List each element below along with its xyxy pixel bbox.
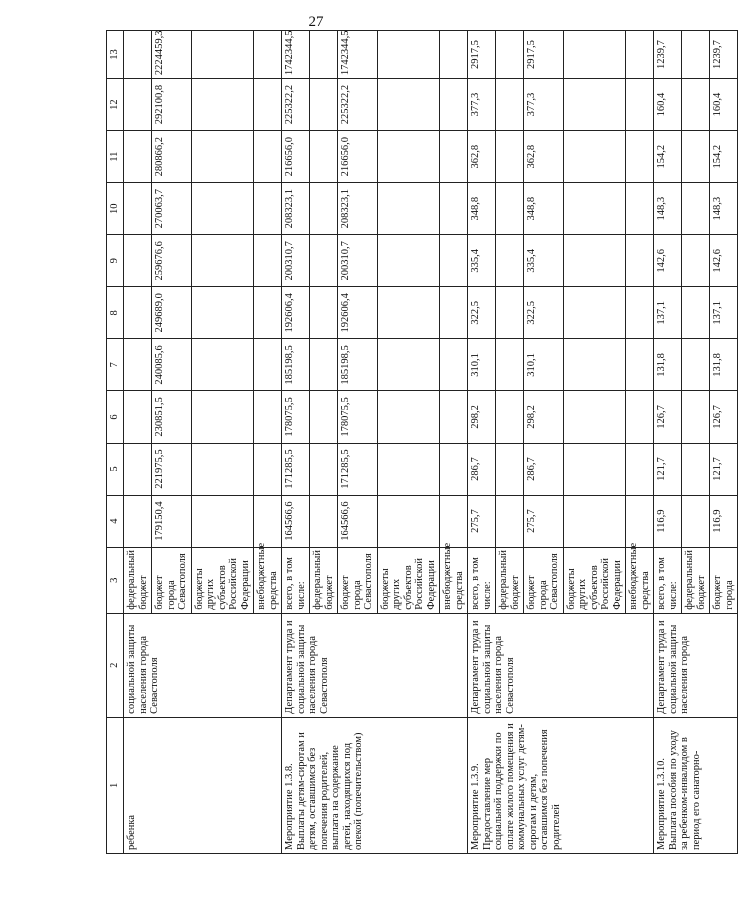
value-cell: 348,8	[524, 183, 564, 235]
value-cell: 208323,1	[338, 183, 378, 235]
value-cell	[440, 443, 468, 495]
value-cell	[496, 235, 524, 287]
executor-cell: Департамент труда и социальной защиты населения города Севастополя	[282, 613, 468, 717]
value-cell: 310,1	[468, 339, 496, 391]
header-cell: 1	[107, 717, 124, 853]
value-cell: 2224459,3	[152, 31, 192, 79]
value-cell: 240085,6	[152, 339, 192, 391]
value-cell: 116,9	[654, 495, 682, 547]
value-cell	[496, 183, 524, 235]
value-cell	[124, 495, 152, 547]
source-cell: внебюджетные средства	[440, 547, 468, 613]
value-cell	[254, 495, 282, 547]
value-cell: 377,3	[524, 79, 564, 131]
value-cell	[626, 391, 654, 443]
value-cell	[496, 443, 524, 495]
value-cell: 178075,5	[338, 391, 378, 443]
value-cell: 249689,0	[152, 287, 192, 339]
value-cell	[191, 287, 254, 339]
value-cell	[440, 79, 468, 131]
value-cell	[496, 495, 524, 547]
value-cell: 192606,4	[282, 287, 310, 339]
value-cell: 148,3	[710, 183, 738, 235]
value-cell	[563, 131, 626, 183]
value-cell	[682, 183, 710, 235]
value-cell	[626, 495, 654, 547]
source-cell: бюджеты других субъектов Российской Федерации	[563, 547, 626, 613]
value-cell: 322,5	[524, 287, 564, 339]
value-cell	[254, 31, 282, 79]
value-cell	[626, 131, 654, 183]
value-cell: 171285,5	[338, 443, 378, 495]
event-name-cell: Мероприятие 1.3.10. Выплата пособия по уходу за ребенком-инвалидом в период его санаторно-	[654, 717, 738, 853]
value-cell: 310,1	[524, 339, 564, 391]
value-cell: 185198,5	[338, 339, 378, 391]
value-cell: 377,3	[468, 79, 496, 131]
value-cell	[377, 339, 440, 391]
header-cell: 4	[107, 495, 124, 547]
value-cell: 164566,6	[282, 495, 310, 547]
source-cell: всего, в том числе:	[282, 547, 310, 613]
value-cell	[124, 131, 152, 183]
header-cell: 13	[107, 31, 124, 79]
value-cell: 154,2	[710, 131, 738, 183]
source-cell: бюджет города Севастополя	[152, 547, 192, 613]
value-cell	[682, 391, 710, 443]
value-cell: 137,1	[710, 287, 738, 339]
value-cell: 275,7	[468, 495, 496, 547]
value-cell	[191, 131, 254, 183]
source-cell: всего, в том числе:	[654, 547, 682, 613]
value-cell	[496, 131, 524, 183]
value-cell: 154,2	[654, 131, 682, 183]
value-cell: 142,6	[654, 235, 682, 287]
rotated-table-container	[106, 30, 735, 854]
source-cell: внебюджетные средства	[626, 547, 654, 613]
value-cell	[310, 183, 338, 235]
value-cell	[563, 287, 626, 339]
value-cell	[496, 31, 524, 79]
value-cell: 160,4	[710, 79, 738, 131]
value-cell	[626, 287, 654, 339]
value-cell	[254, 391, 282, 443]
value-cell	[440, 183, 468, 235]
executor-cell: социальной защиты населения города Севастополя	[124, 613, 282, 717]
value-cell: 126,7	[654, 391, 682, 443]
table-row	[124, 31, 152, 854]
value-cell	[626, 31, 654, 79]
value-cell	[563, 443, 626, 495]
value-cell: 348,8	[468, 183, 496, 235]
value-cell	[563, 31, 626, 79]
value-cell	[377, 443, 440, 495]
executor-cell: Департамент труда и социальной защиты населения города	[654, 613, 738, 717]
value-cell	[440, 391, 468, 443]
value-cell: 2917,5	[524, 31, 564, 79]
value-cell: 221975,5	[152, 443, 192, 495]
value-cell: 362,8	[524, 131, 564, 183]
value-cell	[626, 339, 654, 391]
value-cell: 230851,5	[152, 391, 192, 443]
value-cell	[440, 31, 468, 79]
value-cell: 216656,0	[282, 131, 310, 183]
value-cell	[440, 339, 468, 391]
value-cell: 1239,7	[710, 31, 738, 79]
value-cell: 1239,7	[654, 31, 682, 79]
value-cell: 335,4	[468, 235, 496, 287]
value-cell	[254, 443, 282, 495]
event-name-cell: Мероприятие 1.3.8. Выплаты детям-сиротам и детям, оставшимся без попечения родителей, выплата на содержание детей, находящихся под опекой (попечительством)	[282, 717, 468, 853]
header-cell: 8	[107, 287, 124, 339]
value-cell	[626, 443, 654, 495]
value-cell	[377, 183, 440, 235]
value-cell: 322,5	[468, 287, 496, 339]
value-cell	[563, 79, 626, 131]
header-cell: 11	[107, 131, 124, 183]
value-cell	[682, 495, 710, 547]
value-cell	[682, 31, 710, 79]
header-cell: 2	[107, 613, 124, 717]
value-cell: 137,1	[654, 287, 682, 339]
value-cell: 131,8	[710, 339, 738, 391]
source-cell: федеральный бюджет	[496, 547, 524, 613]
value-cell	[377, 79, 440, 131]
value-cell	[682, 235, 710, 287]
value-cell: 121,7	[710, 443, 738, 495]
value-cell	[440, 131, 468, 183]
source-cell: бюджет города Севастополя	[524, 547, 564, 613]
value-cell	[377, 495, 440, 547]
value-cell: 2917,5	[468, 31, 496, 79]
value-cell	[682, 339, 710, 391]
value-cell	[310, 287, 338, 339]
value-cell: 131,8	[654, 339, 682, 391]
value-cell	[124, 79, 152, 131]
source-cell: федеральный бюджет	[310, 547, 338, 613]
header-cell: 5	[107, 443, 124, 495]
value-cell	[496, 79, 524, 131]
value-cell	[124, 443, 152, 495]
value-cell	[191, 235, 254, 287]
value-cell	[191, 391, 254, 443]
value-cell	[496, 339, 524, 391]
value-cell	[377, 31, 440, 79]
value-cell: 286,7	[524, 443, 564, 495]
value-cell	[377, 287, 440, 339]
value-cell	[563, 183, 626, 235]
value-cell	[191, 183, 254, 235]
value-cell	[254, 287, 282, 339]
source-cell: федеральный бюджет	[124, 547, 152, 613]
value-cell	[496, 287, 524, 339]
value-cell: 216656,0	[338, 131, 378, 183]
value-cell: 200310,7	[282, 235, 310, 287]
executor-cell: Департамент труда и социальной защиты населения города Севастополя	[468, 613, 654, 717]
page-number: 27	[308, 14, 324, 30]
value-cell	[377, 235, 440, 287]
value-cell	[310, 31, 338, 79]
value-cell	[682, 287, 710, 339]
value-cell: 275,7	[524, 495, 564, 547]
value-cell: 225322,2	[282, 79, 310, 131]
source-cell: федеральный бюджет	[682, 547, 710, 613]
value-cell	[310, 495, 338, 547]
header-cell: 6	[107, 391, 124, 443]
value-cell	[563, 391, 626, 443]
header-cell: 9	[107, 235, 124, 287]
value-cell: 286,7	[468, 443, 496, 495]
value-cell	[191, 495, 254, 547]
header-cell: 3	[107, 547, 124, 613]
value-cell: 298,2	[524, 391, 564, 443]
value-cell	[254, 183, 282, 235]
source-cell: бюджет города Севастополя	[338, 547, 378, 613]
value-cell	[563, 495, 626, 547]
value-cell	[254, 79, 282, 131]
value-cell	[626, 79, 654, 131]
value-cell	[191, 443, 254, 495]
value-cell: 259676,6	[152, 235, 192, 287]
value-cell	[124, 183, 152, 235]
value-cell	[310, 339, 338, 391]
source-cell: бюджеты других субъектов Российской Федерации	[377, 547, 440, 613]
value-cell: 1742344,5	[338, 31, 378, 79]
value-cell	[682, 79, 710, 131]
value-cell: 171285,5	[282, 443, 310, 495]
source-cell: бюджет города	[710, 547, 738, 613]
table-row	[654, 31, 682, 854]
table-row	[468, 31, 496, 854]
value-cell	[377, 391, 440, 443]
table-body	[107, 31, 738, 854]
value-cell: 116,9	[710, 495, 738, 547]
value-cell: 362,8	[468, 131, 496, 183]
value-cell	[496, 391, 524, 443]
value-cell: 192606,4	[338, 287, 378, 339]
source-cell: бюджеты других субъектов Российской Федерации	[191, 547, 254, 613]
value-cell: 200310,7	[338, 235, 378, 287]
value-cell	[254, 235, 282, 287]
value-cell: 142,6	[710, 235, 738, 287]
table-row	[282, 31, 310, 854]
value-cell: 164566,6	[338, 495, 378, 547]
header-cell: 10	[107, 183, 124, 235]
value-cell: 335,4	[524, 235, 564, 287]
value-cell: 148,3	[654, 183, 682, 235]
value-cell	[124, 391, 152, 443]
header-cell: 7	[107, 339, 124, 391]
source-cell: всего, в том числе:	[468, 547, 496, 613]
value-cell	[310, 79, 338, 131]
value-cell: 292100,8	[152, 79, 192, 131]
value-cell: 126,7	[710, 391, 738, 443]
event-name-cell: Мероприятие 1.3.9. Предоставление мер социальной поддержки по оплате жилого помещения и коммунальных услуг детям-сиротам и детям, оставшимся без попечения родителей	[468, 717, 654, 853]
value-cell	[124, 31, 152, 79]
value-cell: 121,7	[654, 443, 682, 495]
header-row	[107, 31, 124, 854]
value-cell	[563, 235, 626, 287]
value-cell: 160,4	[654, 79, 682, 131]
value-cell	[626, 235, 654, 287]
value-cell	[310, 443, 338, 495]
value-cell	[440, 495, 468, 547]
value-cell	[254, 339, 282, 391]
value-cell	[310, 131, 338, 183]
value-cell: 185198,5	[282, 339, 310, 391]
value-cell	[626, 183, 654, 235]
value-cell	[563, 339, 626, 391]
event-name-cell: ребенка	[124, 717, 282, 853]
value-cell: 208323,1	[282, 183, 310, 235]
value-cell	[124, 339, 152, 391]
value-cell	[310, 235, 338, 287]
value-cell: 270063,7	[152, 183, 192, 235]
value-cell	[124, 235, 152, 287]
value-cell	[254, 131, 282, 183]
value-cell: 178075,5	[282, 391, 310, 443]
header-cell: 12	[107, 79, 124, 131]
value-cell	[191, 339, 254, 391]
value-cell: 298,2	[468, 391, 496, 443]
source-cell: внебюджетные средства	[254, 547, 282, 613]
value-cell	[682, 131, 710, 183]
value-cell	[191, 79, 254, 131]
value-cell	[440, 235, 468, 287]
value-cell: 1742344,5	[282, 31, 310, 79]
value-cell: 225322,2	[338, 79, 378, 131]
value-cell	[682, 443, 710, 495]
value-cell: 280866,2	[152, 131, 192, 183]
value-cell	[124, 287, 152, 339]
value-cell: 179150,4	[152, 495, 192, 547]
value-cell	[440, 287, 468, 339]
value-cell	[310, 391, 338, 443]
value-cell	[191, 31, 254, 79]
value-cell	[377, 131, 440, 183]
budget-table	[106, 30, 738, 854]
